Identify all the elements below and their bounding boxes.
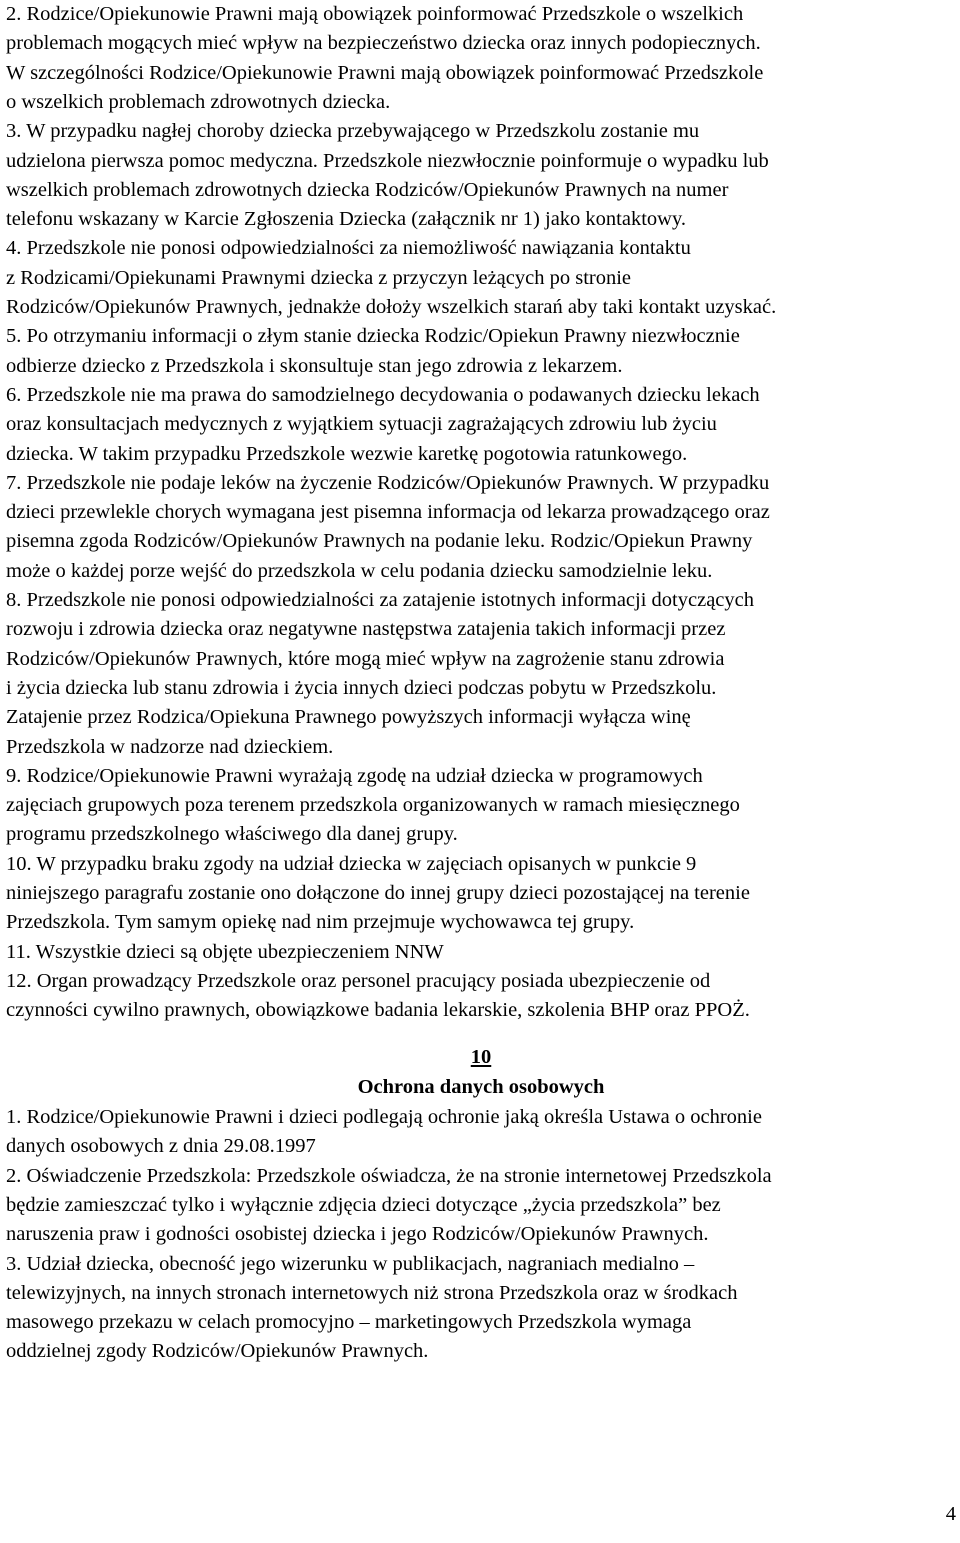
text-line: 2. Oświadczenie Przedszkola: Przedszkole oświadcza, że na stronie internetowej Przedszkola [6, 1164, 772, 1187]
text-line: Przedszkola w nadzorze nad dzieckiem. [6, 735, 334, 758]
text-line: udzielona pierwsza pomoc medyczna. Przedszkole niezwłocznie poinformuje o wypadku lub [6, 149, 769, 172]
text-line: Przedszkola. Tym samym opiekę nad nim przejmuje wychowawca tej grupy. [6, 911, 635, 934]
text-line: i życia dziecka lub stanu zdrowia i życia innych dzieci podczas pobytu w Przedszkolu. [6, 676, 717, 699]
text-line: dzieci przewlekle chorych wymagana jest pisemna informacja od lekarza prowadzącego oraz [6, 501, 770, 524]
text-line: 10. W przypadku braku zgody na udział dziecka w zajęciach opisanych w punkcie 9 [6, 852, 697, 875]
text-line: 2. Rodzice/Opiekunowie Prawni mają obowiązek poinformować Przedszkole o wszelkich [6, 3, 744, 25]
text-line: dziecka. W takim przypadku Przedszkole wezwie karetkę pogotowia ratunkowego. [6, 442, 688, 465]
text-line: programu przedszkolnego właściwego dla danej grupy. [6, 823, 458, 846]
text-line: Rodziców/Opiekunów Prawnych, jednakże dołoży wszelkich starań aby taki kontakt uzyskać. [6, 296, 777, 318]
text-line: 5. Po otrzymaniu informacji o złym stanie dziecka Rodzic/Opiekun Prawny niezwłocznie [6, 325, 740, 348]
text-line: Rodziców/Opiekunów Prawnych, które mogą mieć wpływ na zagrożenie stanu zdrowia [6, 647, 725, 670]
section-title: Ochrona danych osobowych [357, 1076, 605, 1098]
text-line: W szczególności Rodzice/Opiekunowie Prawni mają obowiązek poinformować Przedszkole [6, 61, 764, 84]
text-line: 12. Organ prowadzący Przedszkole oraz personel pracujący posiada ubezpieczenie od [6, 969, 711, 992]
text-line: Zatajenie przez Rodzica/Opiekuna Prawnego powyższych informacji wyłącza winę [6, 706, 691, 729]
text-line: pisemna zgoda Rodziców/Opiekunów Prawnych na podanie leku. Rodzic/Opiekun Prawny [6, 530, 753, 553]
text-line: 8. Przedszkole nie ponosi odpowiedzialności za zatajenie istotnych informacji dotyczących [6, 589, 754, 611]
text-line: oraz konsultacjach medycznych z wyjątkiem sytuacji zagrażających zdrowiu lub życiu [6, 413, 717, 436]
text-line: telewizyjnych, na innych stronach internetowych niż strona Przedszkola oraz w środkach [6, 1281, 738, 1304]
text-line: 3. W przypadku nagłej choroby dziecka przebywającego w Przedszkolu zostanie mu [6, 120, 700, 143]
text-line: może o każdej porze wejść do przedszkola w celu podania dziecku samodzielnie leku. [6, 559, 713, 582]
text-line: 7. Przedszkole nie podaje leków na życzenie Rodziców/Opiekunów Prawnych. W przypadku [6, 471, 770, 494]
section-number: 10 [470, 1046, 492, 1068]
text-line: problemach mogących mieć wpływ na bezpieczeństwo dziecka oraz innych podopiecznych. [6, 32, 761, 55]
text-line: 4. Przedszkole nie ponosi odpowiedzialności za niemożliwość nawiązania kontaktu [6, 237, 691, 260]
text-line: 6. Przedszkole nie ma prawa do samodzielnego decydowania o podawanych dziecku lekach [6, 383, 760, 406]
text-line: o wszelkich problemach zdrowotnych dziecka. [6, 90, 391, 113]
text-line: 9. Rodzice/Opiekunowie Prawni wyrażają zgodę na udział dziecka w programowych [6, 764, 703, 787]
text-line: zajęciach grupowych poza terenem przedszkola organizowanych w ramach miesięcznego [6, 794, 740, 817]
text-line: czynności cywilno prawnych, obowiązkowe badania lekarskie, szkolenia BHP oraz PPOŻ. [6, 999, 750, 1022]
text-line: rozwoju i zdrowia dziecka oraz negatywne następstwa zatajenia takich informacji przez [6, 618, 726, 641]
text-line: odbierze dziecko z Przedszkola i skonsultuje stan jego zdrowia z lekarzem. [6, 354, 623, 377]
text-line: będzie zamieszczać tylko i wyłącznie zdjęcia dzieci dotyczące „życia przedszkola” bez [6, 1193, 721, 1216]
text-line: z Rodzicami/Opiekunami Prawnymi dziecka z przyczyn leżących po stronie [6, 266, 632, 289]
text-line: masowego przekazu w celach promocyjno – marketingowych Przedszkola wymaga [6, 1311, 692, 1334]
text-line: 1. Rodzice/Opiekunowie Prawni i dzieci podlegają ochronie jaką określa Ustawa o ochronie [6, 1106, 762, 1128]
page-number: 4 [945, 1503, 956, 1525]
text-line: naruszenia praw i godności osobistej dziecka i jego Rodziców/Opiekunów Prawnych. [6, 1223, 709, 1246]
text-line: oddzielnej zgody Rodziców/Opiekunów Prawnych. [6, 1340, 429, 1363]
text-line: niniejszego paragrafu zostanie ono dołączone do innej grupy dzieci pozostającej na terenie [6, 882, 750, 904]
text-line: 11. Wszystkie dzieci są objęte ubezpieczeniem NNW [6, 940, 444, 963]
text-line: wszelkich problemach zdrowotnych dziecka Rodziców/Opiekunów Prawnych na numer [6, 178, 729, 201]
text-line: 3. Udział dziecka, obecność jego wizerunku w publikacjach, nagraniach medialno – [6, 1252, 695, 1275]
text-line: danych osobowych z dnia 29.08.1997 [6, 1135, 316, 1158]
text-line: telefonu wskazany w Karcie Zgłoszenia Dziecka (załącznik nr 1) jako kontaktowy. [6, 208, 687, 231]
